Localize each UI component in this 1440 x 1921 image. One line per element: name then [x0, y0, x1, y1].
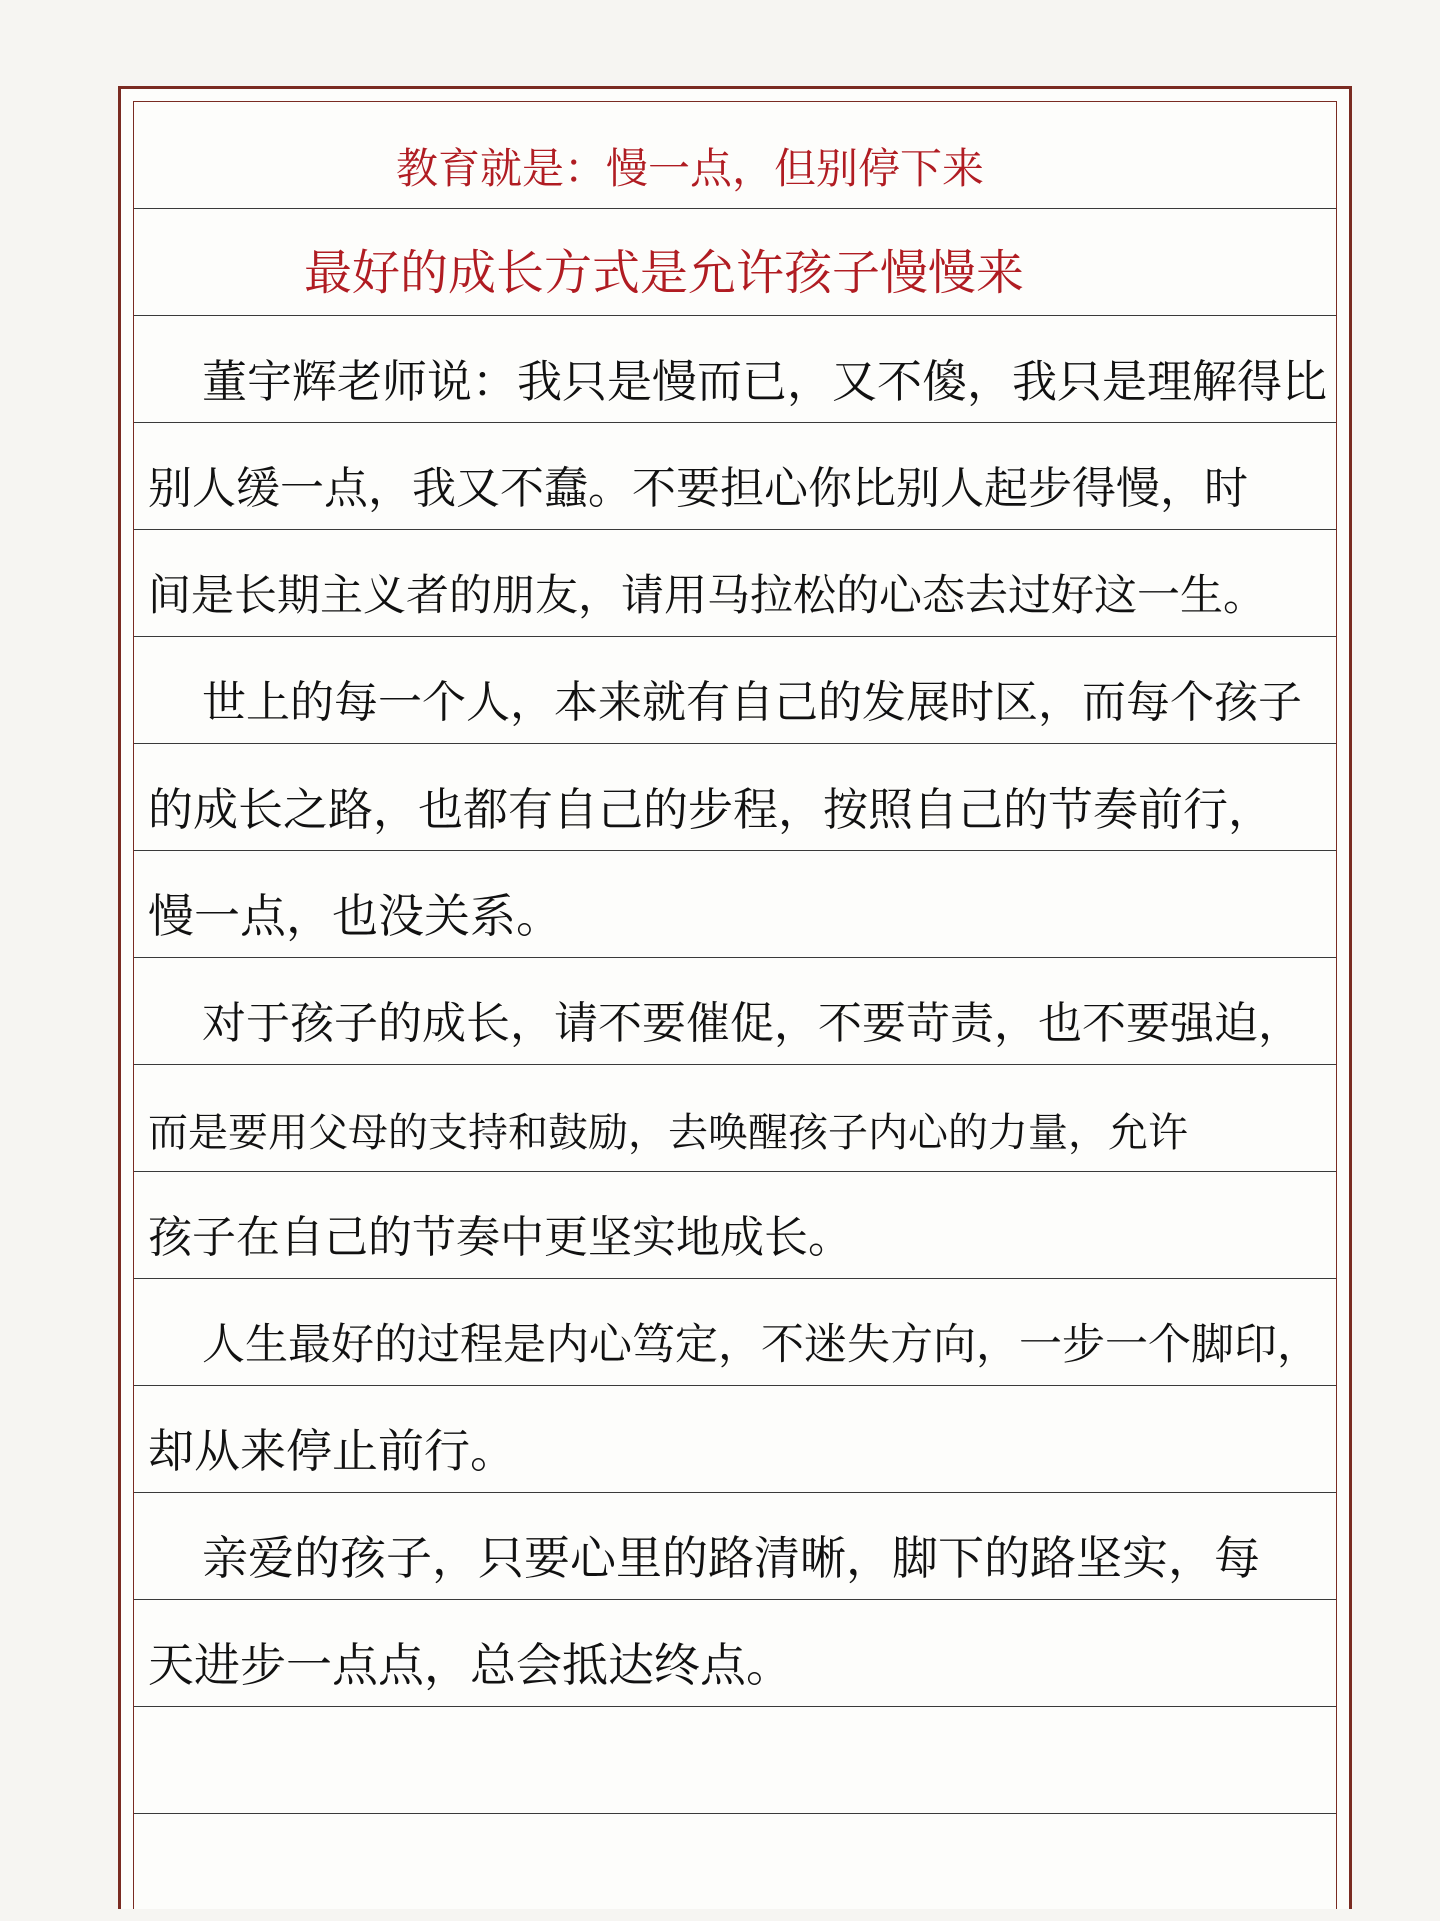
text-row — [134, 1279, 1336, 1386]
text-row — [134, 851, 1336, 958]
ruled-frame — [133, 101, 1337, 1909]
handwriting-paper — [118, 86, 1352, 1909]
line-1: 董宇辉老师说：我只是慢而已，又不傻，我只是理解得比 — [202, 355, 1328, 408]
line-12: 亲爱的孩子，只要心里的路清晰，脚下的路坚实，每 — [202, 1531, 1260, 1585]
text-row — [134, 316, 1336, 423]
empty-row — [134, 1707, 1336, 1814]
text-row — [134, 530, 1336, 637]
title: 教育就是：慢一点，但别停下来 — [396, 144, 985, 193]
text-row — [134, 1386, 1336, 1493]
subtitle: 最好的成长方式是允许孩子慢慢来 — [304, 245, 1025, 301]
line-5: 的成长之路，也都有自己的步程，按照自己的节奏前行， — [148, 783, 1274, 836]
line-4: 世上的每一个人，本来就有自己的发展时区，而每个孩子 — [202, 677, 1302, 728]
text-row — [134, 423, 1336, 530]
line-3: 间是长期主义者的朋友，请用马拉松的心态去过好这一生。 — [148, 571, 1266, 621]
text-row — [134, 744, 1336, 851]
text-row — [134, 1065, 1336, 1172]
line-8: 而是要用父母的支持和鼓励，去唤醒孩子内心的力量，允许 — [148, 1110, 1188, 1156]
text-row — [134, 637, 1336, 744]
title-row — [134, 102, 1336, 209]
line-10: 人生最好的过程是内心笃定，不迷失方向，一步一个脚印， — [202, 1320, 1320, 1370]
text-row — [134, 958, 1336, 1065]
line-7: 对于孩子的成长，请不要催促，不要苛责，也不要强迫， — [202, 998, 1302, 1049]
line-11: 却从来停止前行。 — [148, 1424, 516, 1478]
subtitle-row — [134, 209, 1336, 316]
line-9: 孩子在自己的节奏中更坚实地成长。 — [148, 1212, 852, 1263]
line-2: 别人缓一点，我又不蠢。不要担心你比别人起步得慢，时 — [148, 463, 1248, 514]
line-13: 天进步一点点，总会抵达终点。 — [148, 1638, 792, 1692]
text-row — [134, 1600, 1336, 1707]
line-6: 慢一点，也没关系。 — [148, 889, 562, 943]
empty-row — [134, 1814, 1336, 1921]
text-row — [134, 1493, 1336, 1600]
text-row — [134, 1172, 1336, 1279]
